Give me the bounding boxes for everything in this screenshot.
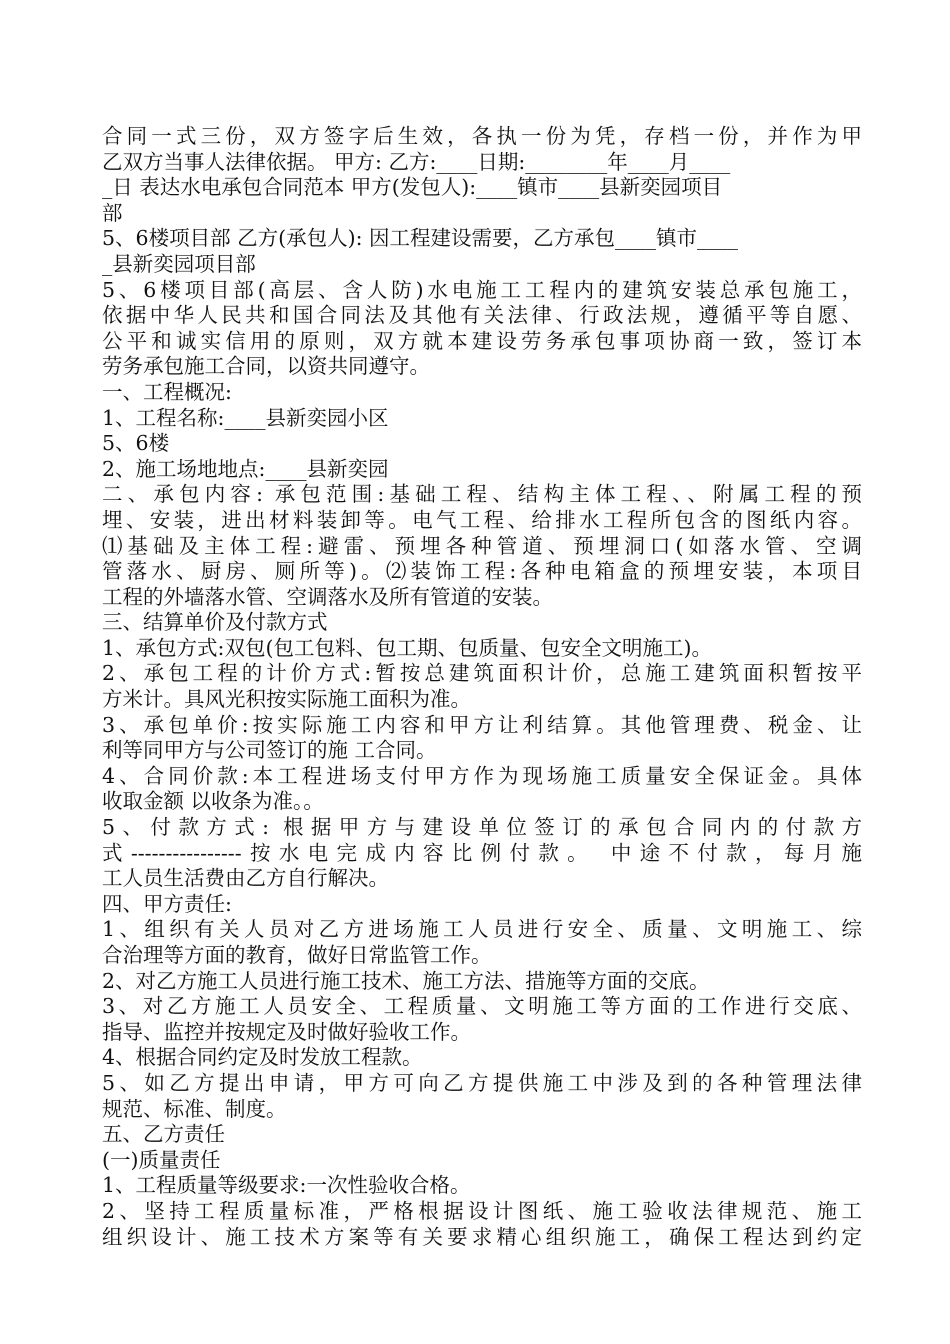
text-line: 4、合同价款:本工程进场支付甲方作为现场施工质量安全保证金。具体 (102, 763, 862, 788)
text-line: 部 (102, 200, 123, 225)
text-line: 组织设计、施工技术方案等有关要求精心组织施工，确保工程达到约定 (102, 1224, 862, 1249)
text-line: 4、根据合同约定及时发放工程款。 (102, 1045, 423, 1070)
text-line: 埋、安装，进出材料装卸等。电气工程、给排水工程所包含的图纸内容。 (102, 507, 862, 532)
text-line: 2、施工场地地点:____县新奕园 (102, 456, 389, 481)
text-line: 3、对乙方施工人员安全、工程质量、文明施工等方面的工作进行交底、 (102, 994, 862, 1019)
text-line: 1、工程名称:____县新奕园小区 (102, 405, 389, 430)
text-line: 1、工程质量等级要求:一次性验收合格。 (102, 1173, 471, 1198)
text-line: 5、付款方式: 根据甲方与建设单位签订的承包合同内的付款方 (102, 815, 862, 840)
text-line: 规范、标准、制度。 (102, 1096, 287, 1121)
text-line: 合同一式三份，双方签字后生效，各执一份为凭，存档一份，并作为甲 (102, 124, 862, 148)
section-heading: 三、结算单价及付款方式 (102, 610, 328, 635)
text-line: 2、对乙方施工人员进行施工技术、施工方法、措施等方面的交底。 (102, 968, 710, 993)
text-line: 利等同甲方与公司签订的施 工合同。 (102, 738, 437, 763)
text-line: 5、6楼项目部(高层、含人防)水电施工工程内的建筑安装总承包施工， (102, 277, 862, 302)
text-line: ⑴基础及主体工程:避雷、预埋各种管道、预埋洞口(如落水管、空调 (102, 533, 862, 558)
text-line: 劳务承包施工合同，以资共同遵守。 (102, 354, 430, 379)
section-heading: 四、甲方责任: (102, 891, 232, 916)
section-heading: 二、承包内容: 承包范围:基础工程、结构主体工程、、附属工程的预 (102, 482, 862, 507)
text-line: 收取金额 以收条为准。。 (102, 789, 324, 814)
text-line: 5、6楼项目部 乙方(承包人): 因工程建设需要，乙方承包____镇市____ (102, 226, 739, 251)
text-line: 3、承包单价:按实际施工内容和甲方让利结算。其他管理费、税金、让 (102, 712, 862, 737)
text-line: 2、承包工程的计价方式:暂按总建筑面积计价，总施工建筑面积暂按平 (102, 661, 862, 686)
text-line: 依据中华人民共和国合同法及其他有关法律、行政法规，遵循平等自愿、 (102, 303, 862, 328)
text-line: 指导、监控并按规定及时做好验收工作。 (102, 1019, 471, 1044)
text-line: _日 表达水电承包合同范本 甲方(发包人):____镇市____县新奕园项目 (102, 175, 723, 200)
text-line: 合治理等方面的教育，做好日常监管工作。 (102, 943, 492, 967)
text-line: _县新奕园项目部 (102, 251, 256, 276)
text-line: 工人员生活费由乙方自行解决。 (102, 866, 389, 891)
section-heading: 一、工程概况: (102, 379, 232, 404)
section-heading: 五、乙方责任 (102, 1122, 225, 1147)
subsection-heading: (一)质量责任 (102, 1147, 221, 1172)
text-line: 乙双方当事人法律依据。 甲方: 乙方:____日期:________年____月____ (102, 149, 731, 174)
text-line: 1、承包方式:双包(包工包料、包工期、包质量、包安全文明施工)。 (102, 635, 712, 660)
text-line: 1、组织有关人员对乙方进场施工人员进行安全、质量、文明施工、综 (102, 917, 862, 942)
text-line: 方米计。具风光积按实际施工面积为准。 (102, 687, 471, 712)
text-line: 式----------------按水电完成内容比例付款。 中途不付款，每月施 (102, 840, 862, 865)
text-line: 管落水、厨房、厕所等)。⑵装饰工程:各种电箱盒的预埋安装，本项目 (102, 559, 862, 584)
text-line: 工程的外墙落水管、空调落水及所有管道的安装。 (102, 584, 553, 609)
text-line: 5、6楼 (102, 431, 170, 456)
text-line: 2、坚持工程质量标准，严格根据设计图纸、施工验收法律规范、施工 (102, 1198, 862, 1223)
text-line: 5、如乙方提出申请，甲方可向乙方提供施工中涉及到的各种管理法律 (102, 1070, 862, 1095)
document-body (102, 124, 862, 1250)
text-line: 公平和诚实信用的原则，双方就本建设劳务承包事项协商一致，签订本 (102, 328, 862, 353)
